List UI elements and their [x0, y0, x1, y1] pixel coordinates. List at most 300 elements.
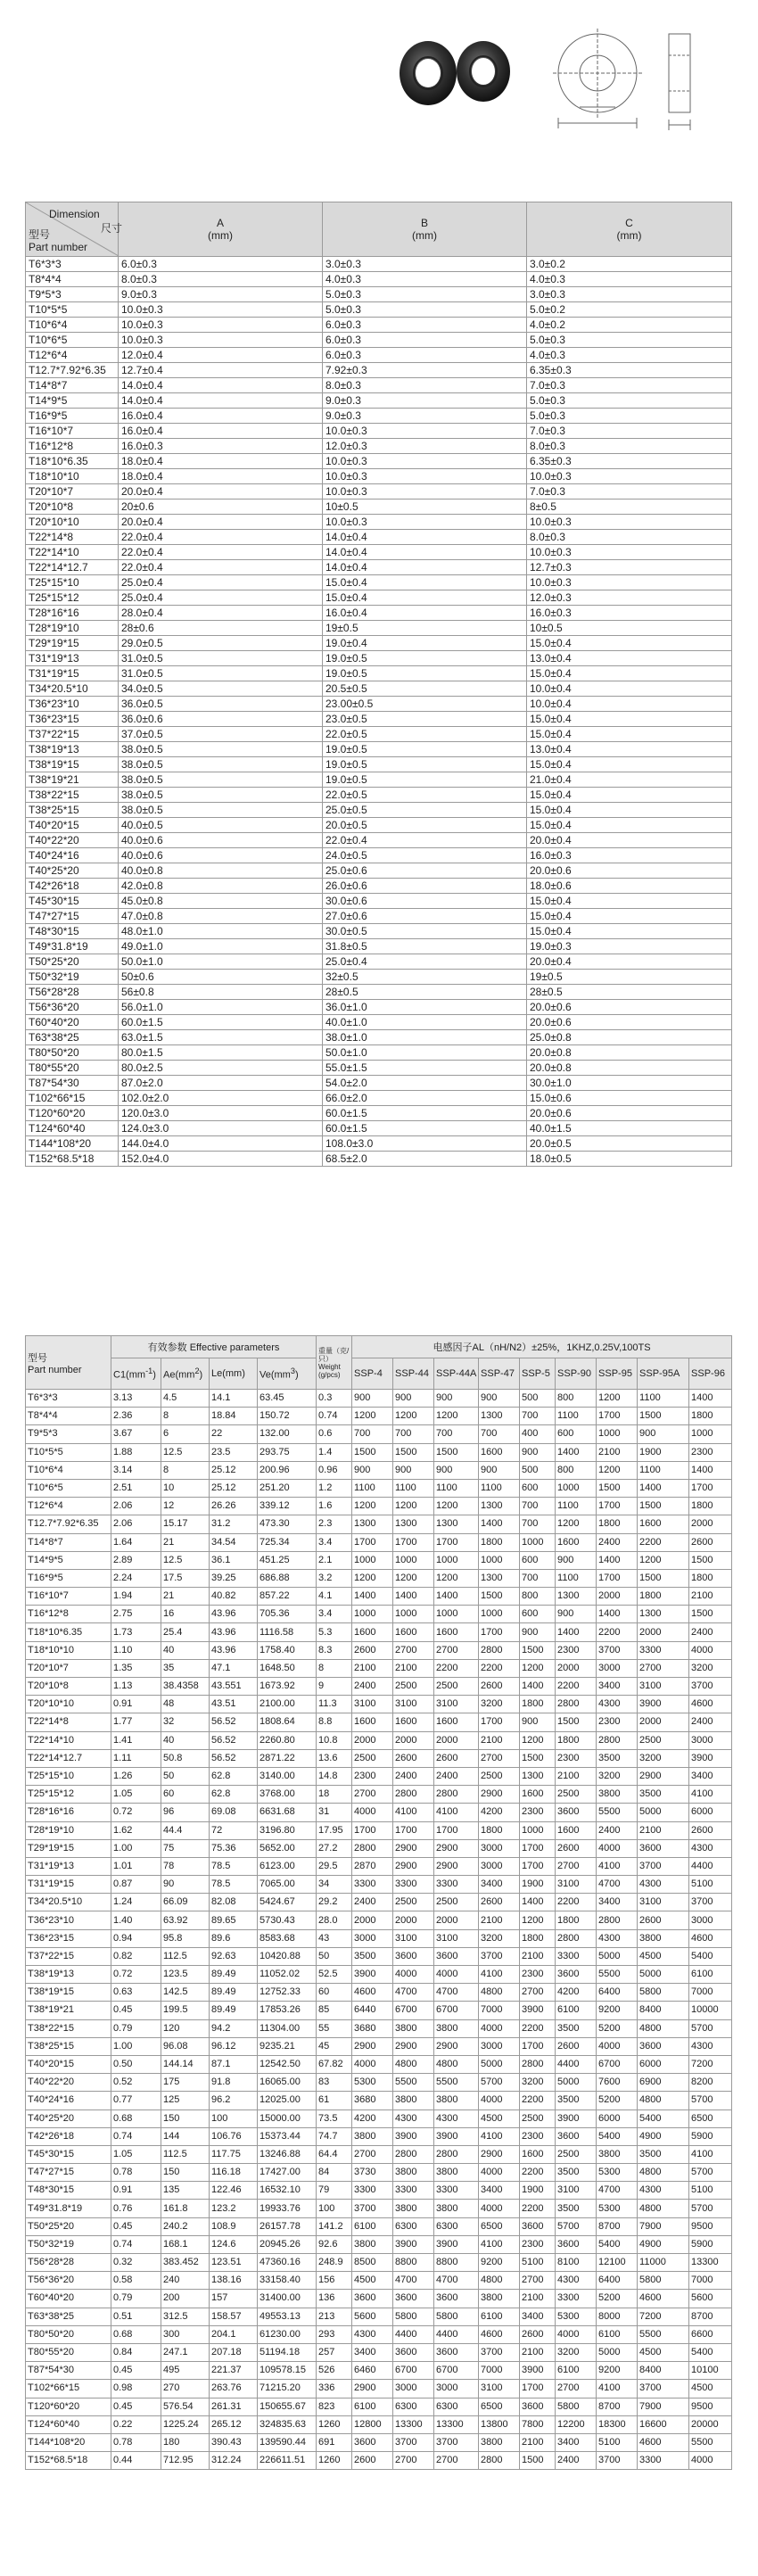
- ssp-44a-cell: 2700: [434, 1641, 479, 1659]
- weight-cell: 3.4: [317, 1606, 352, 1623]
- ssp-95a-cell: 2900: [638, 1767, 689, 1785]
- table-row: [26, 1623, 732, 1641]
- dim-b-cell: 54.0±2.0: [323, 1076, 527, 1091]
- table-row: [26, 833, 732, 848]
- part-number-cell: T31*19*13: [26, 651, 119, 666]
- dim-b-cell: 19±0.5: [323, 621, 527, 636]
- ssp-44-cell: 1400: [393, 1588, 434, 1606]
- ae-cell: 123.5: [161, 1966, 210, 1984]
- part-number-cell: T34*20.5*10: [26, 681, 119, 697]
- ssp-5-cell: 700: [520, 1498, 556, 1515]
- table-row: [26, 1106, 732, 1121]
- ssp-96-cell: 3000: [689, 1911, 732, 1929]
- weight-cell: 43: [317, 1929, 352, 1947]
- ssp-44-cell: 6700: [393, 2362, 434, 2380]
- part-number-cell: T38*19*13: [26, 742, 119, 757]
- ssp-95a-cell: 4800: [638, 2200, 689, 2217]
- ssp-95a-cell: 1200: [638, 1551, 689, 1569]
- ssp-95-cell: 5500: [597, 1804, 638, 1821]
- ssp-95-cell: 3200: [597, 1767, 638, 1785]
- weight-cell: 1.2: [317, 1479, 352, 1497]
- ssp-4-cell: 3680: [352, 2092, 393, 2110]
- ssp-44a-cell: 3800: [434, 2019, 479, 2037]
- table-row: [26, 1152, 732, 1167]
- dim-c-cell: 20.0±0.6: [527, 1015, 732, 1030]
- ssp-5-cell: 1800: [520, 1929, 556, 1947]
- ssp-95a-cell: 5400: [638, 2110, 689, 2127]
- ssp-95a-cell: 3100: [638, 1678, 689, 1696]
- ae-cell: 66.09: [161, 1894, 210, 1911]
- dim-a-cell: 12.7±0.4: [119, 363, 323, 378]
- dim-b-cell: 50.0±1.0: [323, 1045, 527, 1061]
- table-row: [26, 575, 732, 590]
- ssp-44-cell: 3800: [393, 2164, 434, 2182]
- ssp-44-cell: 3800: [393, 2092, 434, 2110]
- ssp-90-cell: 3600: [556, 1966, 597, 1984]
- dim-a-cell: 36.0±0.5: [119, 697, 323, 712]
- dim-a-cell: 8.0±0.3: [119, 272, 323, 287]
- ae-cell: 312.5: [161, 2308, 210, 2325]
- ssp-47-cell: 1800: [479, 1533, 520, 1551]
- part-number-cell: T38*19*21: [26, 772, 119, 788]
- ssp-44-cell: 2000: [393, 1731, 434, 1749]
- weight-cell: 31: [317, 1804, 352, 1821]
- part-number-cell: T10*6*4: [26, 1461, 111, 1479]
- ae-cell: 300: [161, 2325, 210, 2343]
- table-row: [26, 2217, 732, 2235]
- part-number-cell: T40*24*16: [26, 2092, 111, 2110]
- ssp-90-cell: 1200: [556, 1515, 597, 1533]
- ssp-44a-cell: 900: [434, 1461, 479, 1479]
- ssp-47-cell: 4800: [479, 1984, 520, 2002]
- ae-cell: 112.5: [161, 1947, 210, 1965]
- part-number-cell: T25*15*10: [26, 575, 119, 590]
- part-number-label: Part number: [29, 241, 88, 253]
- ssp-95-cell: 5000: [597, 2343, 638, 2361]
- dim-b-cell: 5.0±0.3: [323, 287, 527, 302]
- ssp-90-cell: 3500: [556, 2092, 597, 2110]
- ssp-4-cell: 6440: [352, 2002, 393, 2019]
- ssp-95-cell: 6100: [597, 2325, 638, 2343]
- dim-c-cell: 13.0±0.4: [527, 651, 732, 666]
- le-cell: 221.37: [210, 2362, 258, 2380]
- weight-cell: 3.2: [317, 1569, 352, 1587]
- ssp-5-cell: 1300: [520, 1767, 556, 1785]
- ssp-90-cell: 2800: [556, 1696, 597, 1713]
- ve-cell: 473.30: [258, 1515, 317, 1533]
- table-row: [26, 454, 732, 469]
- ssp-95-cell: 7600: [597, 2074, 638, 2092]
- ssp-44-cell: 3800: [393, 2019, 434, 2037]
- ssp-96-cell: 5700: [689, 2200, 732, 2217]
- ssp-44a-cell: 2800: [434, 1786, 479, 1804]
- dim-b-cell: 14.0±0.4: [323, 545, 527, 560]
- ae-cell: 95.8: [161, 1929, 210, 1947]
- param-model-header: [26, 1336, 111, 1390]
- c1-cell: 0.50: [111, 2055, 161, 2073]
- dim-a-cell: 22.0±0.4: [119, 560, 323, 575]
- weight-cell: 52.5: [317, 1966, 352, 1984]
- ssp-47-cell: 1100: [479, 1479, 520, 1497]
- param-part-number-label: Part number: [28, 1364, 82, 1375]
- dim-b-cell: 38.0±1.0: [323, 1030, 527, 1045]
- ssp-95a-cell: 4900: [638, 2127, 689, 2145]
- ae-close: ): [199, 1369, 203, 1381]
- ve-cell: 15373.44: [258, 2127, 317, 2145]
- table-row: [26, 985, 732, 1000]
- ssp-96-cell: 7200: [689, 2055, 732, 2073]
- ssp-5-cell: 2100: [520, 2433, 556, 2451]
- ae-cell: 40: [161, 1731, 210, 1749]
- ssp-44-cell: 2800: [393, 1786, 434, 1804]
- weight-cell: 0.74: [317, 1408, 352, 1425]
- ssp-47-cell: 4000: [479, 2092, 520, 2110]
- ssp-90-cell: 2800: [556, 1929, 597, 1947]
- le-cell: 56.52: [210, 1749, 258, 1767]
- c1-cell: 0.22: [111, 2415, 161, 2433]
- part-number-cell: T36*23*10: [26, 697, 119, 712]
- part-number-cell: T10*6*4: [26, 318, 119, 333]
- table-row: [26, 1425, 732, 1443]
- part-number-cell: T18*10*6.35: [26, 454, 119, 469]
- ssp-4-cell: 6100: [352, 2217, 393, 2235]
- dim-a-cell: 56.0±1.0: [119, 1000, 323, 1015]
- part-number-cell: T16*12*8: [26, 439, 119, 454]
- ae-cell: 60: [161, 1786, 210, 1804]
- ae-cell: 44.4: [161, 1821, 210, 1839]
- ve-cell: 725.34: [258, 1533, 317, 1551]
- ssp-90-cell: 2500: [556, 2145, 597, 2163]
- le-cell: 89.65: [210, 1911, 258, 1929]
- part-number-cell: T56*28*28: [26, 985, 119, 1000]
- c1-cell: 1.77: [111, 1713, 161, 1731]
- ve-cell: 2100.00: [258, 1696, 317, 1713]
- ve-cell: 686.88: [258, 1569, 317, 1587]
- ssp-95-cell: 9200: [597, 2362, 638, 2380]
- part-number-cell: T40*20*15: [26, 818, 119, 833]
- table-row: [26, 515, 732, 530]
- ae-cell: 12: [161, 1498, 210, 1515]
- ssp-95-cell: 3800: [597, 2145, 638, 2163]
- ae-cell: 161.8: [161, 2200, 210, 2217]
- ssp-95a-cell: 2700: [638, 1659, 689, 1677]
- ssp-44a-cell: 1500: [434, 1443, 479, 1461]
- c1-cell: 0.87: [111, 1876, 161, 1894]
- table-row: [26, 2037, 732, 2055]
- ssp-44-cell: 3900: [393, 2235, 434, 2253]
- table-row: [26, 484, 732, 500]
- ssp-95-cell: 1400: [597, 1551, 638, 1569]
- part-number-cell: T60*40*20: [26, 2290, 111, 2308]
- dim-c-cell: 5.0±0.3: [527, 393, 732, 409]
- ssp-47-cell: 1700: [479, 1713, 520, 1731]
- dim-b-cell: 25.0±0.5: [323, 803, 527, 818]
- dim-b-cell: 3.0±0.3: [323, 257, 527, 272]
- ssp-44-cell: 2900: [393, 1839, 434, 1857]
- dim-c-cell: 10.0±0.3: [527, 575, 732, 590]
- ssp-47-cell: 5000: [479, 2055, 520, 2073]
- le-cell: 124.6: [210, 2235, 258, 2253]
- dim-b-cell: 60.0±1.5: [323, 1106, 527, 1121]
- table-row: [26, 2415, 732, 2433]
- weight-cell: 141.2: [317, 2217, 352, 2235]
- ssp-47-cell: 2700: [479, 1749, 520, 1767]
- le-cell: 91.8: [210, 2074, 258, 2092]
- ssp-95a-cell: 3100: [638, 1894, 689, 1911]
- dim-b-cell: 31.8±0.5: [323, 939, 527, 954]
- dim-c-cell: 25.0±0.8: [527, 1030, 732, 1045]
- size-label: 尺寸: [101, 222, 123, 235]
- ssp-4-cell: 2300: [352, 1767, 393, 1785]
- c1-cell: 1.13: [111, 1678, 161, 1696]
- table-row: [26, 1533, 732, 1551]
- part-number-cell: T38*25*15: [26, 2037, 111, 2055]
- param-model-label: 型号: [28, 1352, 47, 1364]
- table-row: [26, 681, 732, 697]
- ssp-4-cell: 1100: [352, 1479, 393, 1497]
- weight-cell: 29.2: [317, 1894, 352, 1911]
- ssp-90-cell: 3100: [556, 2182, 597, 2200]
- c1-cell: 0.63: [111, 1984, 161, 2002]
- table-row: [26, 1767, 732, 1785]
- ssp-5-cell: 2200: [520, 2164, 556, 2182]
- ssp-5-cell: 1600: [520, 1786, 556, 1804]
- ssp-5-cell: 5100: [520, 2254, 556, 2272]
- table-row: [26, 1461, 732, 1479]
- table-row: [26, 2254, 732, 2272]
- ssp-90-cell: 1300: [556, 1588, 597, 1606]
- dim-a-cell: 38.0±0.5: [119, 757, 323, 772]
- ae-cell: 144.14: [161, 2055, 210, 2073]
- ssp-4-cell: 1300: [352, 1515, 393, 1533]
- part-number-cell: T102*66*15: [26, 1091, 119, 1106]
- ve-cell: 705.36: [258, 1606, 317, 1623]
- ssp-44a-cell: 3100: [434, 1696, 479, 1713]
- ssp-90-cell: 2500: [556, 1786, 597, 1804]
- table-row: [26, 545, 732, 560]
- ssp-96-cell: 4300: [689, 1839, 732, 1857]
- ssp-90-cell: 1400: [556, 1443, 597, 1461]
- c1-cell: 3.13: [111, 1390, 161, 1408]
- weight-cell: 14.8: [317, 1767, 352, 1785]
- ssp-95-cell: 2400: [597, 1533, 638, 1551]
- part-number-cell: T36*23*15: [26, 1929, 111, 1947]
- ssp-44-cell: 1300: [393, 1515, 434, 1533]
- ssp-44-cell: 2500: [393, 1678, 434, 1696]
- weight-cell: 67.82: [317, 2055, 352, 2073]
- dim-c-cell: 15.0±0.4: [527, 818, 732, 833]
- le-header: Le(mm): [210, 1358, 258, 1390]
- ssp-47-cell: 900: [479, 1390, 520, 1408]
- weight-cell: 1.6: [317, 1498, 352, 1515]
- ssp-90-cell: 3300: [556, 1947, 597, 1965]
- ae-cell: 25.4: [161, 1623, 210, 1641]
- ssp-4-cell: 3700: [352, 2200, 393, 2217]
- part-number-cell: T20*10*7: [26, 484, 119, 500]
- dim-c-cell: 10.0±0.4: [527, 681, 732, 697]
- ssp-95a-cell: 3600: [638, 2037, 689, 2055]
- dim-a-cell: 40.0±0.6: [119, 848, 323, 863]
- ssp-47-cell: 1700: [479, 1623, 520, 1641]
- part-number-cell: T38*19*13: [26, 1966, 111, 1984]
- ssp-96-cell: 4000: [689, 1641, 732, 1659]
- dim-a-cell: 80.0±2.5: [119, 1061, 323, 1076]
- dim-a-cell: 14.0±0.4: [119, 378, 323, 393]
- ssp-96-cell: 4600: [689, 1696, 732, 1713]
- dim-b-cell: 7.92±0.3: [323, 363, 527, 378]
- weight-cell: 55: [317, 2019, 352, 2037]
- ssp-96-cell: 1800: [689, 1569, 732, 1587]
- ssp-96-cell: 1800: [689, 1408, 732, 1425]
- ssp-47-cell: 700: [479, 1425, 520, 1443]
- ssp-47-cell: 2800: [479, 2452, 520, 2470]
- ve-cell: 150.72: [258, 1408, 317, 1425]
- table-row: [26, 1821, 732, 1839]
- dim-a-cell: 20.0±0.4: [119, 484, 323, 500]
- dim-b-cell: 30.0±0.5: [323, 924, 527, 939]
- ssp-95-cell: 4300: [597, 1696, 638, 1713]
- ve-cell: 132.00: [258, 1425, 317, 1443]
- ssp-44a-cell: 2500: [434, 1678, 479, 1696]
- weight-cell: 293: [317, 2325, 352, 2343]
- ssp-95-cell: 1200: [597, 1390, 638, 1408]
- c1-cell: 2.36: [111, 1408, 161, 1425]
- ssp-96-cell: 1400: [689, 1390, 732, 1408]
- ssp-96-cell: 2300: [689, 1443, 732, 1461]
- ae-label: Ae(mm: [163, 1369, 195, 1381]
- ssp-47-cell: 7000: [479, 2002, 520, 2019]
- ssp-90-cell: 2400: [556, 2452, 597, 2470]
- ssp-95a-cell: 2500: [638, 1731, 689, 1749]
- ssp-90-cell: 1800: [556, 1731, 597, 1749]
- dim-c-cell: 7.0±0.3: [527, 424, 732, 439]
- table-row: [26, 2055, 732, 2073]
- table-row: [26, 1030, 732, 1045]
- ve-cell: 5652.00: [258, 1839, 317, 1857]
- ssp-47-cell: 1800: [479, 1821, 520, 1839]
- part-number-cell: T10*6*5: [26, 333, 119, 348]
- table-row: [26, 257, 732, 272]
- part-number-cell: T38*22*15: [26, 788, 119, 803]
- dim-b-cell: 108.0±3.0: [323, 1136, 527, 1152]
- ssp-44-cell: 3100: [393, 1929, 434, 1947]
- ssp-44-cell: 2000: [393, 1911, 434, 1929]
- ssp-96-cell: 4400: [689, 1857, 732, 1875]
- dim-c-cell: 12.7±0.3: [527, 560, 732, 575]
- dim-b-cell: 30.0±0.6: [323, 894, 527, 909]
- table-row: [26, 727, 732, 742]
- table-row: [26, 697, 732, 712]
- weight-cell: 60: [317, 1984, 352, 2002]
- ssp-96-header: SSP-96: [689, 1358, 732, 1390]
- ssp-95-cell: 1200: [597, 1461, 638, 1479]
- le-cell: 43.51: [210, 1696, 258, 1713]
- le-cell: 116.18: [210, 2164, 258, 2182]
- c1-cell: 0.52: [111, 2074, 161, 2092]
- ssp-90-cell: 1100: [556, 1498, 597, 1515]
- dim-c-cell: 20.0±0.5: [527, 1136, 732, 1152]
- dim-a-cell: 42.0±0.8: [119, 879, 323, 894]
- ssp-44-cell: 3900: [393, 2127, 434, 2145]
- ssp-44-cell: 1000: [393, 1551, 434, 1569]
- ssp-96-cell: 10100: [689, 2362, 732, 2380]
- table-row: [26, 2002, 732, 2019]
- le-cell: 43.551: [210, 1678, 258, 1696]
- ae-cell: 8: [161, 1408, 210, 1425]
- table-row: [26, 302, 732, 318]
- ae-cell: 63.92: [161, 1911, 210, 1929]
- ssp-44a-cell: 2800: [434, 2145, 479, 2163]
- ssp-95-cell: 2800: [597, 1731, 638, 1749]
- ssp-95-cell: 3000: [597, 1659, 638, 1677]
- ae-cell: 495: [161, 2362, 210, 2380]
- ae-cell: 16: [161, 1606, 210, 1623]
- ssp-44a-cell: 6300: [434, 2217, 479, 2235]
- ssp-95-cell: 9200: [597, 2002, 638, 2019]
- ae-cell: 125: [161, 2092, 210, 2110]
- table-row: [26, 363, 732, 378]
- ssp-96-cell: 5100: [689, 2182, 732, 2200]
- ve-cell: 857.22: [258, 1588, 317, 1606]
- table-row: [26, 2380, 732, 2398]
- ssp-44-cell: 3600: [393, 1947, 434, 1965]
- le-cell: 31.2: [210, 1515, 258, 1533]
- table-row: [26, 2019, 732, 2037]
- ae-cell: 12.5: [161, 1551, 210, 1569]
- ssp-44-cell: 4000: [393, 1966, 434, 1984]
- ssp-96-cell: 5400: [689, 1947, 732, 1965]
- part-number-cell: T152*68.5*18: [26, 2452, 111, 2470]
- ssp-44-cell: 13300: [393, 2415, 434, 2433]
- ssp-95-cell: 5100: [597, 2433, 638, 2451]
- ssp-5-cell: 3200: [520, 2074, 556, 2092]
- dim-b-cell: 15.0±0.4: [323, 575, 527, 590]
- ssp-90-cell: 4400: [556, 2055, 597, 2073]
- table-row: [26, 1749, 732, 1767]
- ssp-4-cell: 5300: [352, 2074, 393, 2092]
- ssp-5-cell: 3600: [520, 2217, 556, 2235]
- ssp-44a-cell: 1600: [434, 1623, 479, 1641]
- ve-cell: 5730.43: [258, 1911, 317, 1929]
- ssp-96-cell: 5500: [689, 2433, 732, 2451]
- ssp-4-cell: 12800: [352, 2415, 393, 2433]
- ssp-4-cell: 1200: [352, 1498, 393, 1515]
- ssp-47-cell: 3700: [479, 2343, 520, 2361]
- ssp-96-cell: 5100: [689, 1876, 732, 1894]
- ssp-44a-cell: 1700: [434, 1821, 479, 1839]
- table-row: [26, 1015, 732, 1030]
- ssp-95a-cell: 6900: [638, 2074, 689, 2092]
- table-row: [26, 1569, 732, 1587]
- ssp-4-cell: 3300: [352, 1876, 393, 1894]
- ssp-4-cell: 2700: [352, 2145, 393, 2163]
- dim-c-cell: 6.35±0.3: [527, 454, 732, 469]
- table-row: [26, 2145, 732, 2163]
- c1-cell: 1.24: [111, 1894, 161, 1911]
- dim-b-cell: 22.0±0.4: [323, 833, 527, 848]
- dim-c-cell: 28±0.5: [527, 985, 732, 1000]
- ssp-95-cell: 4100: [597, 1857, 638, 1875]
- dim-a-cell: 34.0±0.5: [119, 681, 323, 697]
- ae-cell: 50.8: [161, 1749, 210, 1767]
- dim-a-cell: 80.0±1.5: [119, 1045, 323, 1061]
- table-row: [26, 1929, 732, 1947]
- ssp-44-cell: 700: [393, 1425, 434, 1443]
- ve-cell: 139590.44: [258, 2433, 317, 2451]
- c1-cell: 1.64: [111, 1533, 161, 1551]
- ve-cell: 31400.00: [258, 2290, 317, 2308]
- ssp-47-cell: 3200: [479, 1696, 520, 1713]
